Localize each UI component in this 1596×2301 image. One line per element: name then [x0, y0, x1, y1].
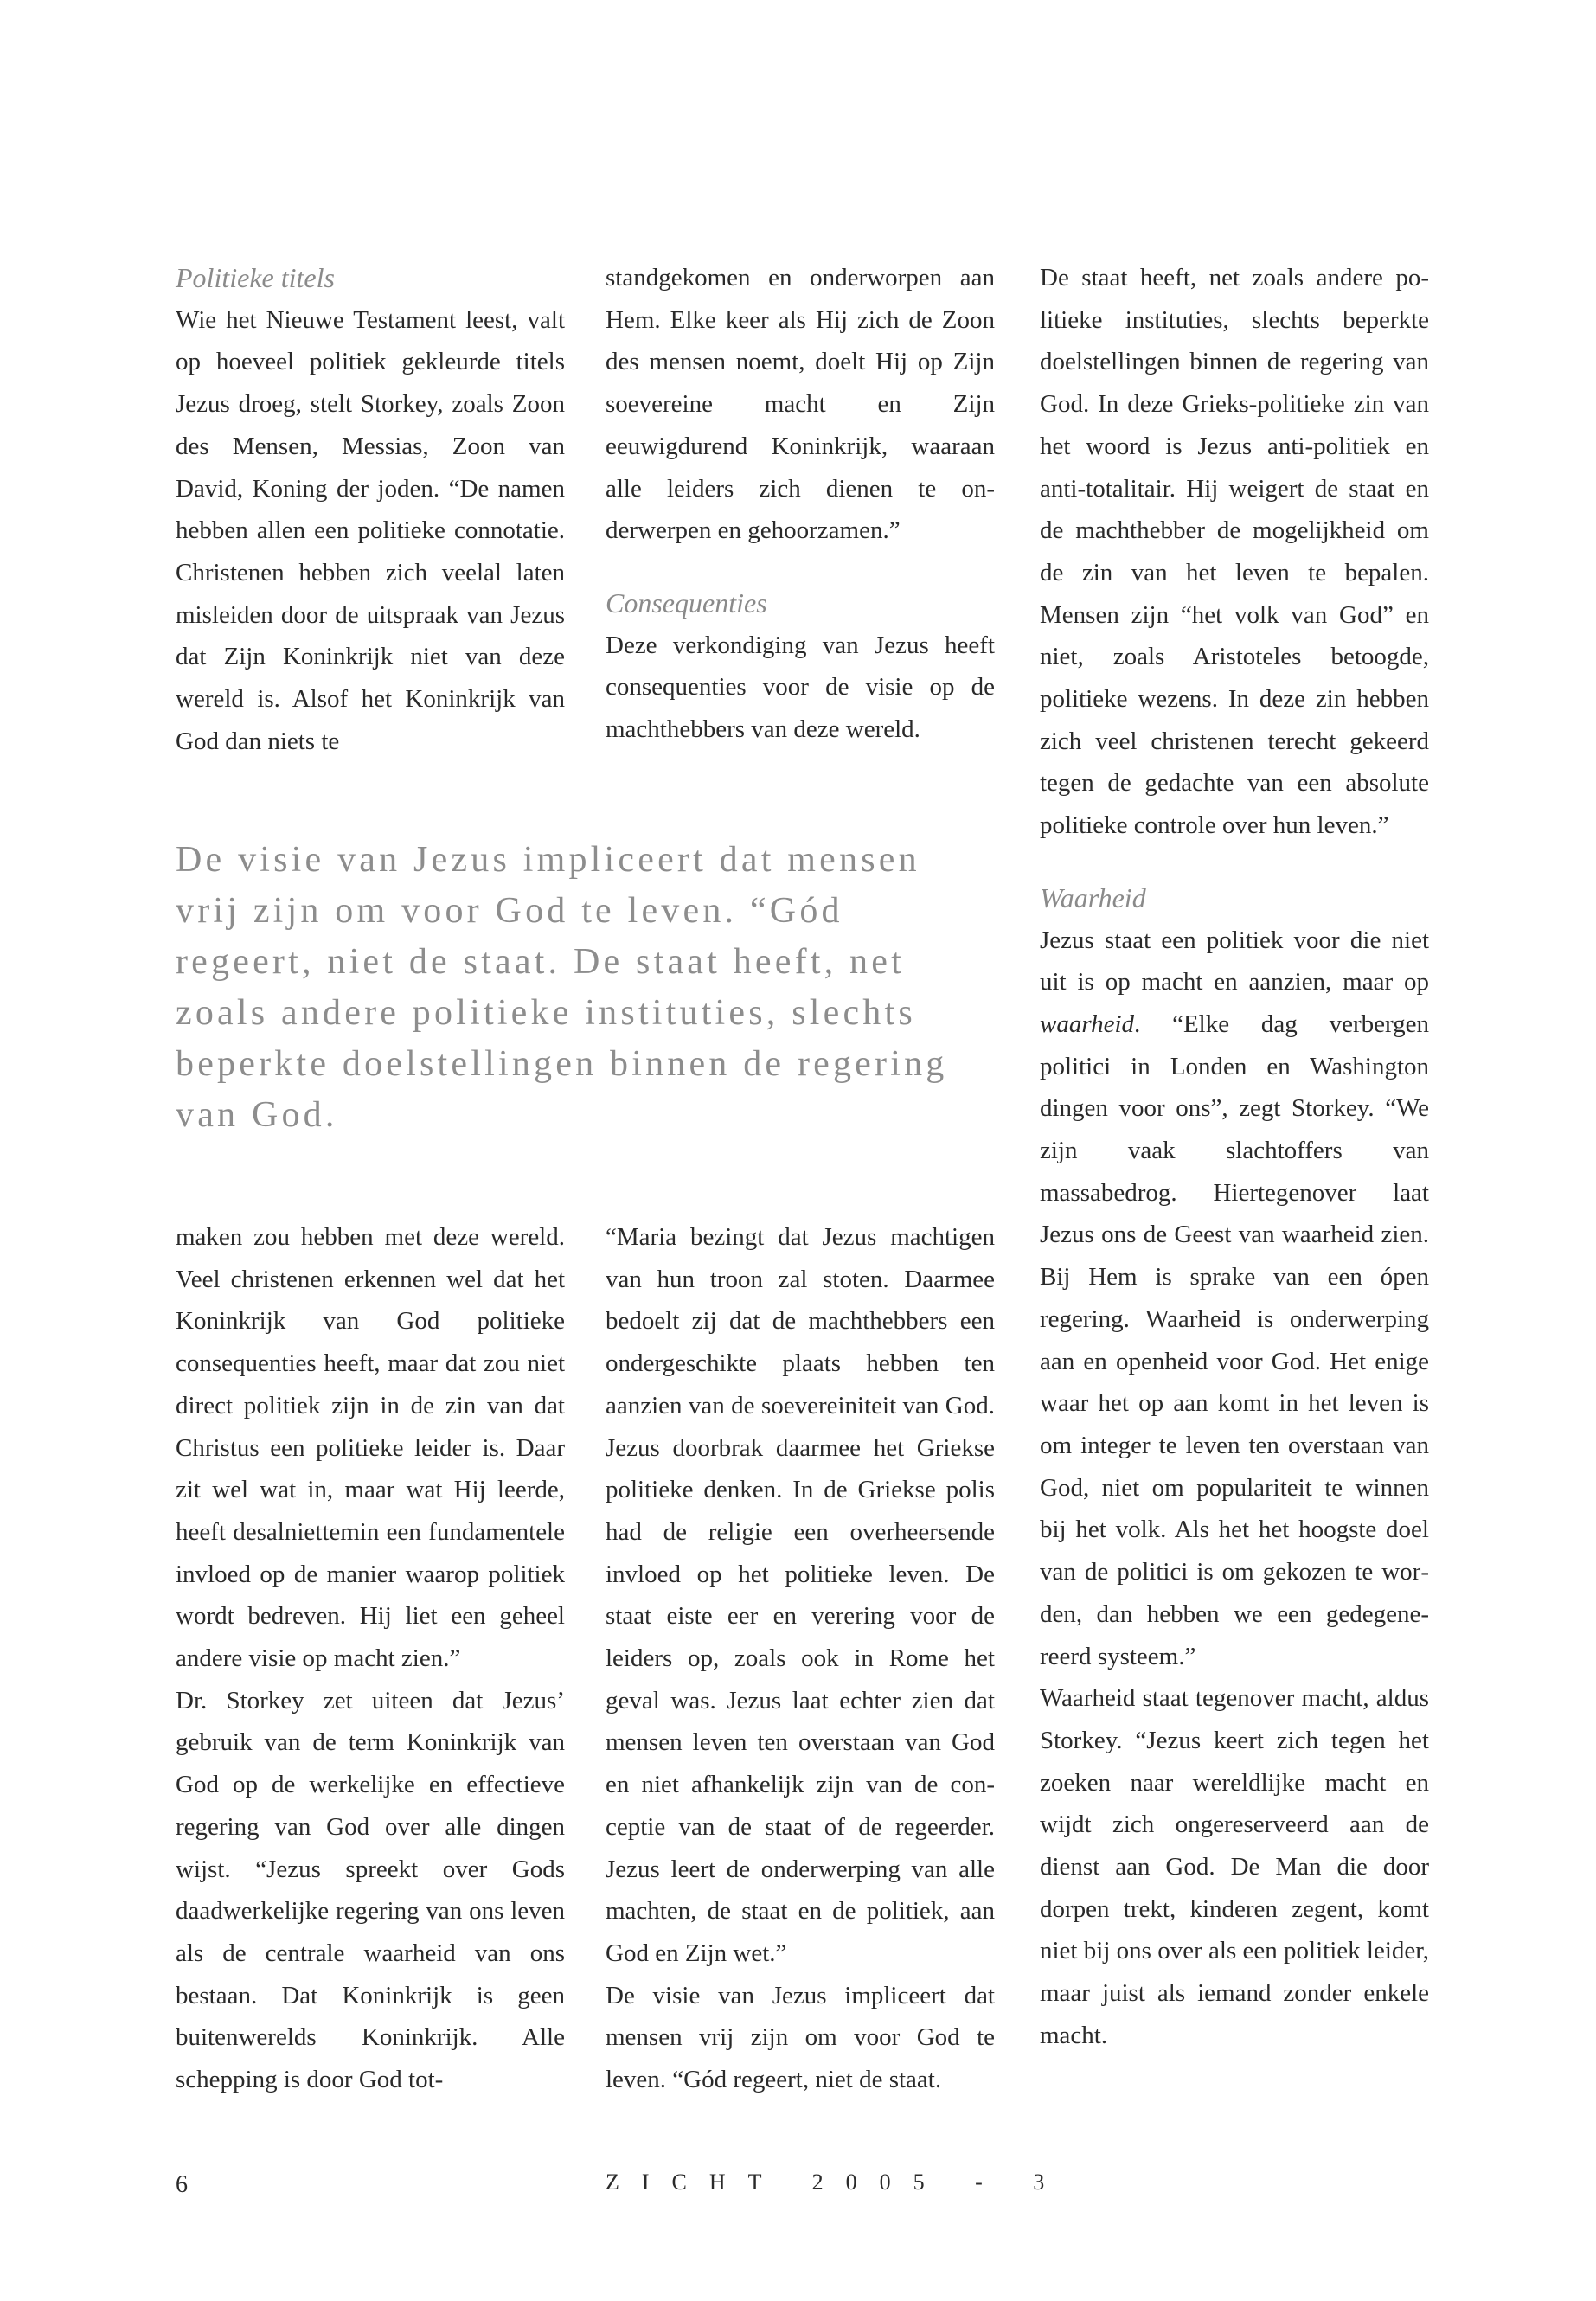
- page-number: 6: [176, 2171, 188, 2198]
- column-1: [176, 257, 565, 762]
- paragraph: Wie het Nieuwe Testament leest, valt op hoeveel politiek gekleurde titels Jezus droeg, stelt Storkey, zoals Zoon des Mensen, Messias, Zoon van David, Koning der joden. “De namen hebben allen een politieke connotatie. Christenen hebben zich veelal laten misleiden door de uitspraak van Jezus dat Zijn Koninkrijk niet van deze wereld is. Alsof het Koninkrijk van God dan niets te: [176, 305, 565, 755]
- paragraph: maken zou hebben met deze wereld. Veel christenen erkennen wel dat het Koninkrijk van God politieke consequenties heeft, maar dat zou niet direct politiek zijn in de zin van dat Christus een politieke leider is. Daar zit wel wat in, maar wat Hij leerde, heeft desalniettemin een fundamentele invloed op de manier waarop politiek wordt bedreven. Hij liet een geheel andere visie op macht zien.”: [176, 1223, 565, 1673]
- paragraph: [1040, 920, 1429, 1678]
- paragraph: Waarheid staat tegenover macht, aldus Storkey. “Jezus keert zich tegen het zoeken naar wereldlijke macht en wijdt zich ongereserveerd aan de dienst aan God. De Man die door dorpen trekt, kinderen zegent, komt niet bij ons over als een politiek leider, maar juist als iemand zonder enkele macht.: [1040, 1684, 1429, 2049]
- column-3: [1040, 257, 1429, 2057]
- paragraph: “Maria bezingt dat Jezus machtigen van hun troon zal stoten. Daarmee bedoelt zij dat de machthebbers een ondergeschikte plaats hebben ten aanzien van de soevereiniteit van God. Jezus doorbrak daarmee het Griekse politieke denken. In de Griekse polis had de religie een overheersende invloed op het politieke leven. De staat eiste eer en verering voor de leiders op, zoals ook in Rome het geval was. Jezus laat echter zien dat mensen leven ten overstaan van God en niet afhankelijk zijn van de conceptie van de staat of de regeerder. Jezus leert de onderwerping van alle machten, de staat en de politiek, aan God en Zijn wet.”: [606, 1223, 995, 1967]
- paragraph: Deze verkondiging van Jezus heeft consequenties voor de visie op de machthebbers van deze wereld.: [606, 631, 995, 744]
- column-5: [606, 1216, 995, 2101]
- paragraph: standgekomen en onderworpen aan Hem. Elke keer als Hij zich de Zoon des mensen noemt, doelt Hij op Zijn soevereine macht en Zijn eeuwigdurend Koninkrijk, waaraan alle leiders zich dienen te onderwerpen en gehoorzamen.”: [606, 264, 995, 545]
- section-heading-consequenties: Consequenties: [606, 586, 767, 619]
- paragraph: De staat heeft, net zoals andere politieke instituties, slechts beperkte doelstellingen binnen de regering van God. In deze Grieks-politieke zin van het woord is Jezus anti-politiek en anti-totalitair. Hij weigert de staat en de machthebber de mogelijkheid om de zin van het leven te bepalen. Mensen zijn “het volk van God” en niet, zoals Aristoteles betoogde, politieke wezens. In deze zin hebben zich veel christenen terecht gekeerd tegen de gedachte van een absolute politieke controle over hun leven.”: [1040, 264, 1429, 840]
- paragraph-text: . “Elke dag verbergen politici in Londen en Washington dingen voor ons”, zegt Storkey. “We zijn vaak slachtoffers van massabedrog. Hiertegenover laat Jezus ons de Geest van waarheid zien. Bij Hem is sprake van een ópen regering. Waarheid is onderwerping aan en openheid voor God. Het enige waar het op aan komt in het leven is om integer te leven ten overstaan van God, niet om populariteit te winnen bij het volk. Als het het hoogste doel van de politici is om gekozen te worden, dan hebben we een gedegenereerd systeem.”: [1040, 1009, 1429, 1670]
- paragraph-text: Jezus staat een politiek voor die niet uit is op macht en aanzien, maar op: [1040, 926, 1429, 997]
- section-heading-politieke-titels: Politieke titels: [176, 262, 335, 293]
- column-2: [606, 257, 995, 751]
- paragraph: De visie van Jezus impliceert dat mensen vrij zijn om voor God te leven. “Gód regeert, niet de staat.: [606, 1981, 995, 2094]
- column-4: [176, 1216, 565, 2101]
- pull-quote: De visie van Jezus impliceert dat mensen vrij zijn om voor God te leven. “Gód regeert, niet de staat. De staat heeft, net zoals andere politieke instituties, slechts beperkte doelstellingen binnen de regering van God.: [176, 840, 948, 1135]
- section-heading-waarheid: Waarheid: [1040, 881, 1146, 913]
- emphasis-text: waarheid: [1040, 1009, 1135, 1038]
- paragraph: Dr. Storkey zet uiteen dat Jezus’ gebruik van de term Koninkrijk van God op de werkelijke en effectieve regering van God over alle dingen wijst. “Jezus spreekt over Gods daadwerkelijke regering van ons leven als de centrale waarheid van ons bestaan. Dat Koninkrijk is geen buitenwerelds Koninkrijk. Alle schepping is door God tot-: [176, 1686, 565, 2094]
- publication-footer: ZICHT 2005 - 3: [606, 2170, 1067, 2195]
